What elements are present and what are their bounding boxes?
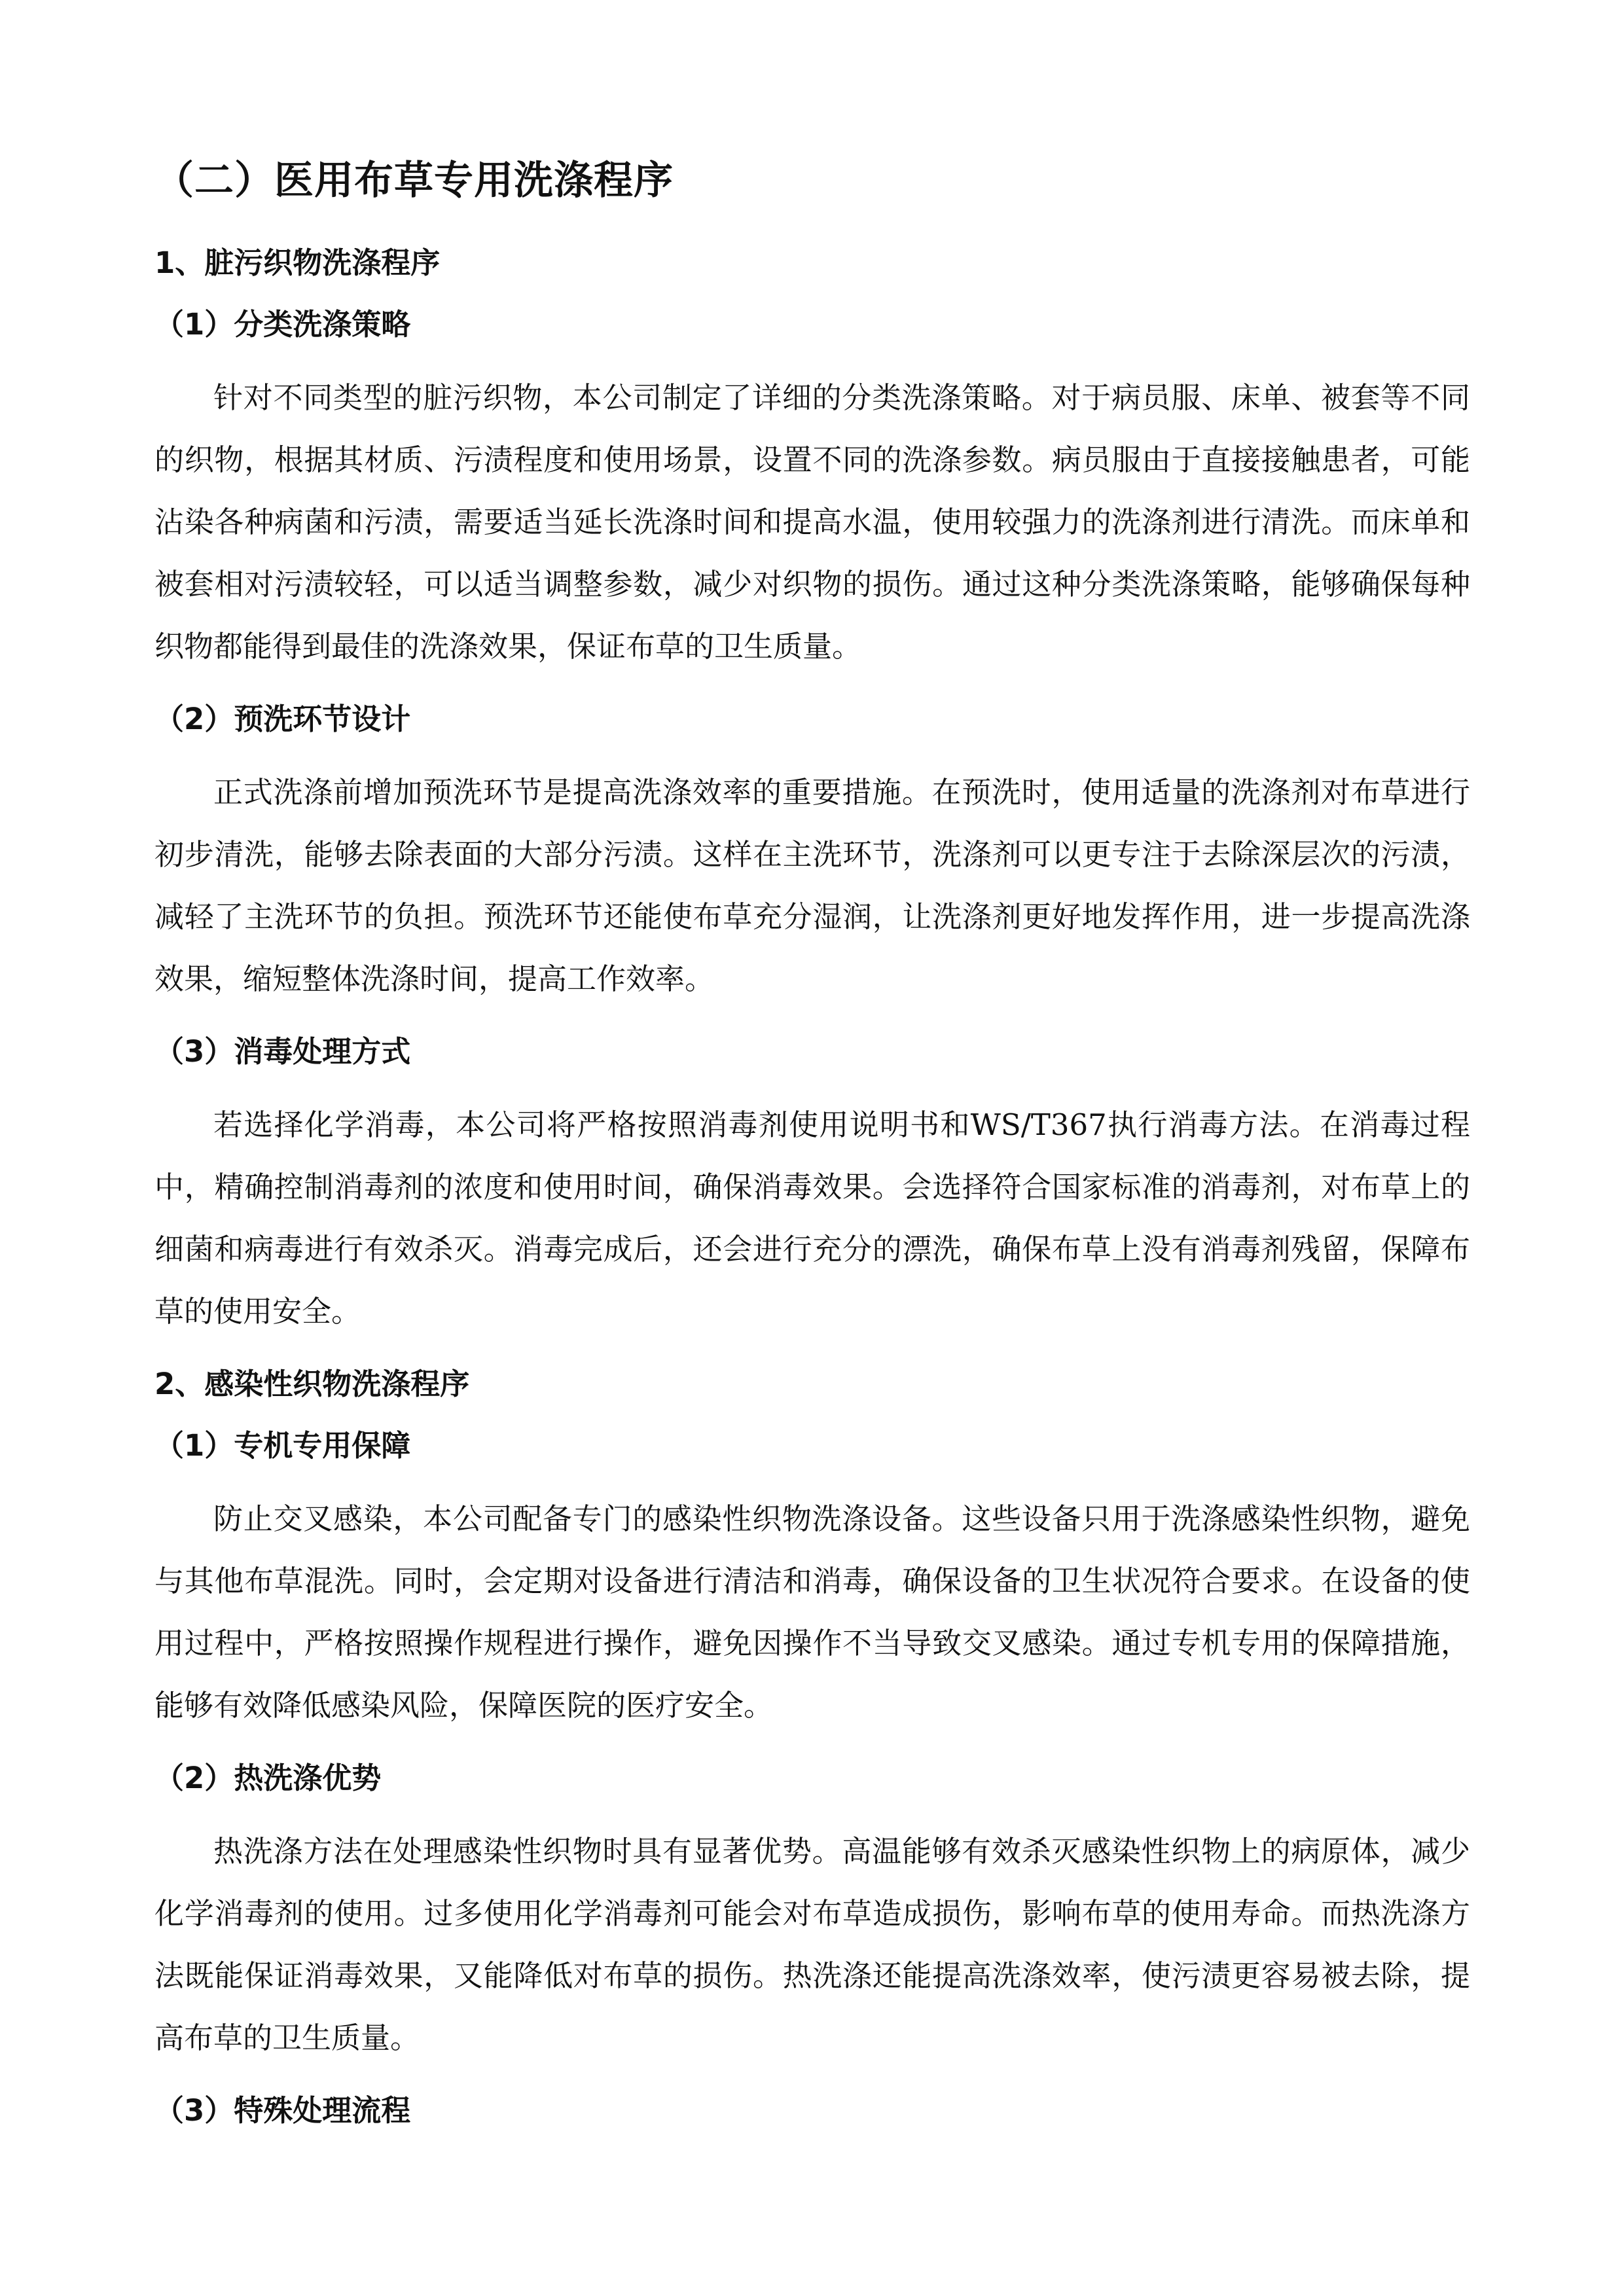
item-heading-hot-wash: （2）热洗涤优势 xyxy=(154,1761,382,1795)
item-heading-special-process: （3）特殊处理流程 xyxy=(154,2093,411,2128)
item-heading-classified-washing: （1）分类洗涤策略 xyxy=(154,307,411,342)
subsection-soiled-fabrics xyxy=(154,243,1470,1342)
paragraph-dedicated-machine: 防止交叉感染，本公司配备专门的感染性织物洗涤设备。这些设备只用于洗涤感染性织物，避免与其他布草混洗。同时，会定期对设备进行清洁和消毒，确保设备的卫生状况符合要求。在设备的使用过程中，严格按照操作规程进行操作，避免因操作不当导致交叉感染。通过专机专用的保障措施，能够有效降低感染风险，保障医院的医疗安全。 xyxy=(154,1501,1470,1723)
paragraph-classified-washing: 针对不同类型的脏污织物，本公司制定了详细的分类洗涤策略。对于病员服、床单、被套等不同的织物，根据其材质、污渍程度和使用场景，设置不同的洗涤参数。病员服由于直接接触患者，可能沾染各种病菌和污渍，需要适当延长洗涤时间和提高水温，使用较强力的洗涤剂进行清洗。而床单和被套相对污渍较轻，可以适当调整参数，减少对织物的损伤。通过这种分类洗涤策略，能够确保每种织物都能得到最佳的洗涤效果，保证布草的卫生质量。 xyxy=(154,380,1470,664)
subsection-heading-soiled: 1、脏污织物洗涤程序 xyxy=(154,245,441,280)
paragraph-prewash: 正式洗涤前增加预洗环节是提高洗涤效率的重要措施。在预洗时，使用适量的洗涤剂对布草进行初步清洗，能够去除表面的大部分污渍。这样在主洗环节，洗涤剂可以更专注于去除深层次的污渍，减轻了主洗环节的负担。预洗环节还能使布草充分湿润，让洗涤剂更好地发挥作用，进一步提高洗涤效果，缩短整体洗涤时间，提高工作效率。 xyxy=(154,775,1470,996)
subsection-infectious-fabrics xyxy=(154,1365,1470,2130)
item-heading-disinfection: （3）消毒处理方式 xyxy=(154,1034,411,1069)
paragraph-disinfection: 若选择化学消毒，本公司将严格按照消毒剂使用说明书和WS/T367执行消毒方法。在消毒过程中，精确控制消毒剂的浓度和使用时间，确保消毒效果。会选择符合国家标准的消毒剂，对布草上的细菌和病毒进行有效杀灭。消毒完成后，还会进行充分的漂洗，确保布草上没有消毒剂残留，保障布草的使用安全。 xyxy=(154,1107,1470,1329)
item-heading-dedicated-machine: （1）专机专用保障 xyxy=(154,1428,411,1463)
item-heading-prewash: （2）预洗环节设计 xyxy=(154,702,411,736)
subsection-heading-infectious: 2、感染性织物洗涤程序 xyxy=(154,1367,470,1401)
document-page xyxy=(154,154,1470,2153)
section-title: （二）医用布草专用洗涤程序 xyxy=(154,158,674,204)
paragraph-hot-wash: 热洗涤方法在处理感染性织物时具有显著优势。高温能够有效杀灭感染性织物上的病原体，减少化学消毒剂的使用。过多使用化学消毒剂可能会对布草造成损伤，影响布草的使用寿命。而热洗涤方法既能保证消毒效果，又能降低对布草的损伤。热洗涤还能提高洗涤效率，使污渍更容易被去除，提高布草的卫生质量。 xyxy=(154,1834,1470,2055)
